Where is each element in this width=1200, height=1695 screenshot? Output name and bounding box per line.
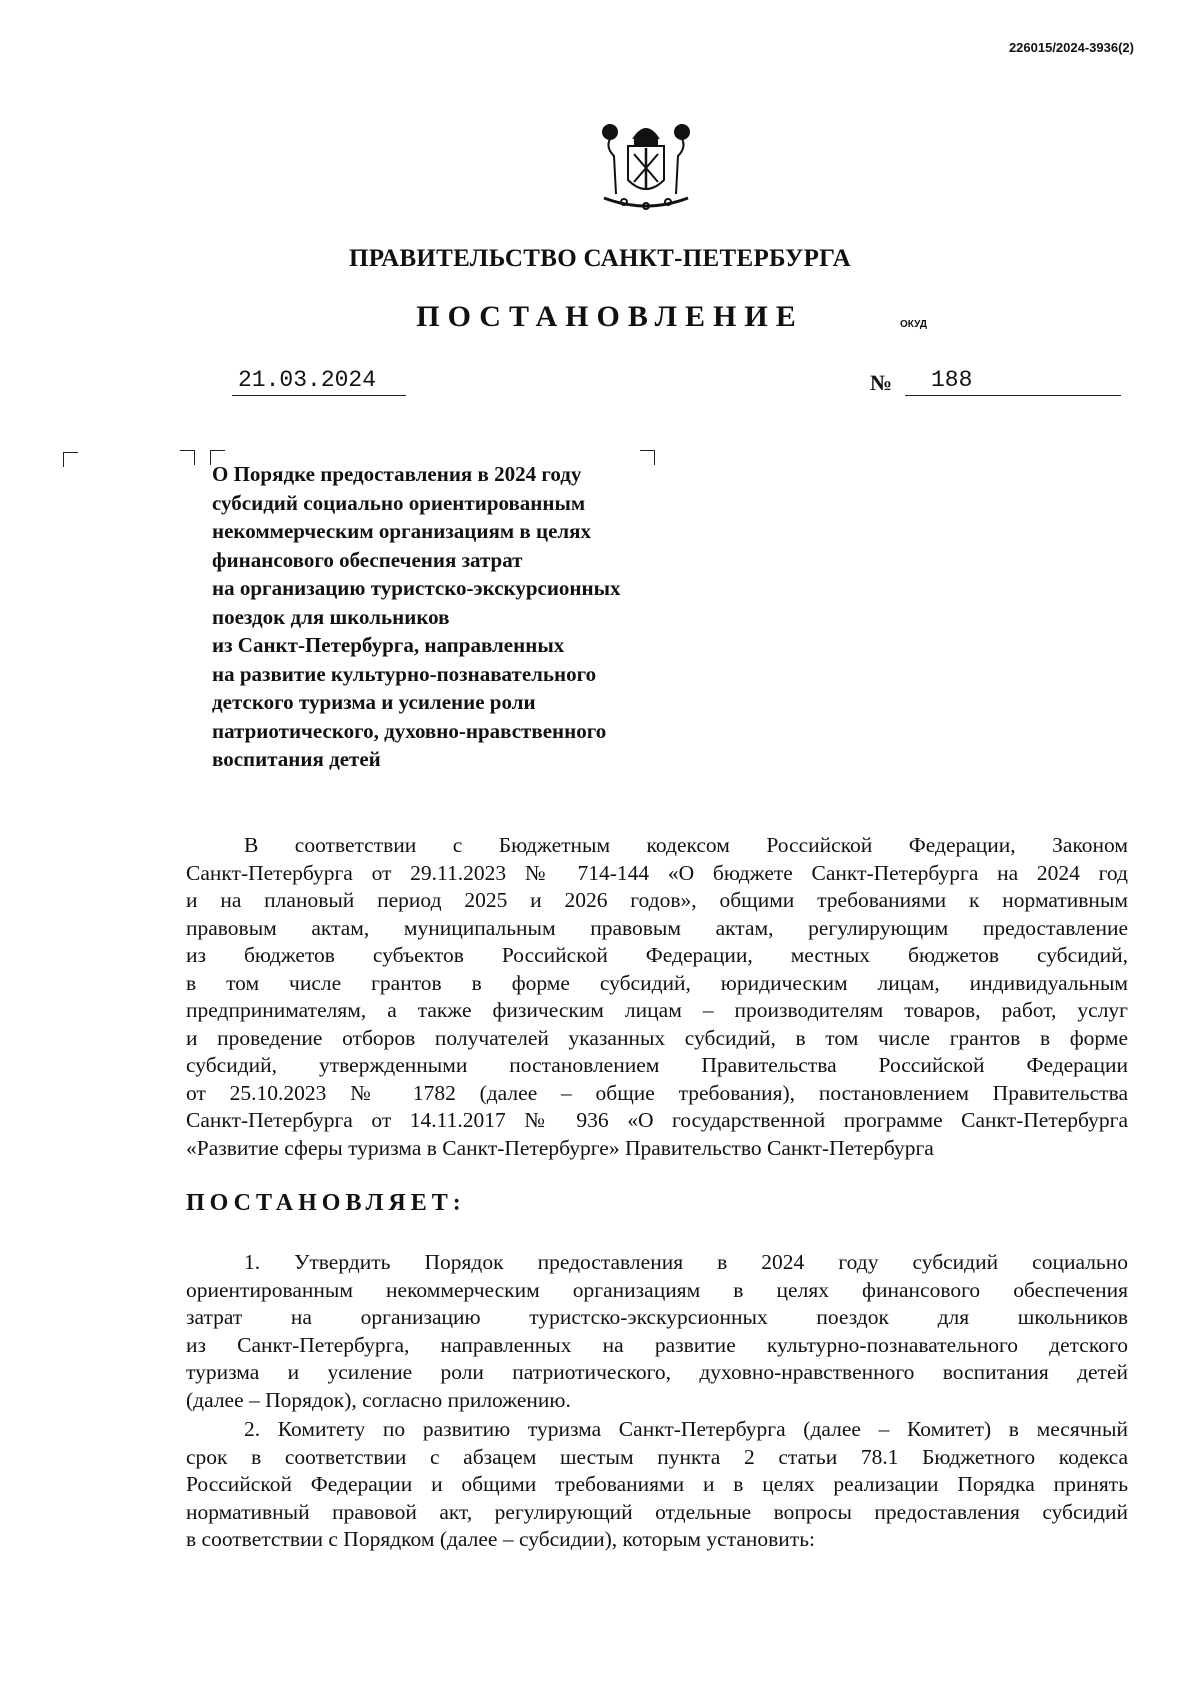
paragraph-line: предпринимателям, а также физическим лицам – производителям товаров, работ, услуг [186, 998, 1128, 1022]
paragraph-line: 2. Комитету по развитию туризма Санкт-Петербурга (далее – Комитет) в месячный [244, 1417, 1128, 1441]
paragraph-line: срок в соответствии с абзацем шестым пункта 2 статьи 78.1 Бюджетного кодекса [186, 1444, 1128, 1469]
subject-line: детского туризма и усиление роли [212, 690, 536, 714]
subject-line: О Порядке предоставления в 2024 году [212, 462, 582, 486]
paragraph-line: субсидий, утвержденными постановлением Правительства Российской Федерации [186, 1053, 1128, 1077]
paragraph-line: Российской Федерации и общими требованиями и в целях реализации Порядка принять [186, 1472, 1128, 1496]
paragraph-line: и проведение отборов получателей указанных субсидий, в том числе грантов в форме [186, 1025, 1128, 1050]
paragraph-line: в том числе грантов в форме субсидий, юридическим лицам, индивидуальным [186, 970, 1128, 995]
paragraph-line: и на плановый период 2025 и 2026 годов», общими требованиями к нормативным [186, 888, 1128, 912]
paragraph-line: Санкт-Петербурга от 14.11.2017 № 936 «О государственной программе Санкт-Петербурга [186, 1108, 1128, 1132]
saint-petersburg-coat-of-arms-icon [594, 116, 698, 216]
subject-line: некоммерческим организациям в целях [212, 519, 592, 543]
preamble-paragraph [186, 832, 1128, 1162]
resolves-heading: ПОСТАНОВЛЯЕТ: [186, 1190, 466, 1216]
decree-number: 188 [905, 367, 1121, 396]
paragraph-line: туризма и усиление роли патриотического, духовно-нравственного воспитания детей [186, 1360, 1128, 1384]
paragraph-line: «Развитие сферы туризма в Санкт-Петербурге» Правительство Санкт-Петербурга [186, 1135, 934, 1160]
paragraph-line: от 25.10.2023 № 1782 (далее – общие требования), постановлением Правительства [186, 1080, 1128, 1105]
decree-date: 21.03.2024 [232, 367, 406, 396]
document-registration-number: 226015/2024-3936(2) [1008, 40, 1134, 55]
paragraph-line: нормативный правовой акт, регулирующий отдельные вопросы предоставления субсидий [186, 1499, 1128, 1524]
corner-mark [180, 450, 195, 465]
subject-line: субсидий социально ориентированным [212, 490, 586, 515]
number-sign: № [870, 370, 893, 395]
subject-line: на организацию туристско-экскурсионных [212, 576, 621, 600]
subject-line: из Санкт-Петербурга, направленных [212, 633, 565, 657]
paragraph-line: из бюджетов субъектов Российской Федерации, местных бюджетов субсидий, [186, 943, 1128, 967]
paragraph-line: ориентированным некоммерческим организациям в целях финансового обеспечения [186, 1277, 1128, 1302]
decree-title: ПОСТАНОВЛЕНИЕ [416, 300, 804, 333]
paragraph-line: затрат на организацию туристско-экскурсионных поездок для школьников [186, 1305, 1128, 1329]
subject-line: на развитие культурно-познавательного [212, 661, 597, 686]
subject-line: воспитания детей [212, 747, 381, 771]
paragraph-line: правовым актам, муниципальным правовым актам, регулирующим предоставление [186, 915, 1128, 940]
okud-label: ОКУД [900, 319, 927, 330]
decree-subject [212, 460, 712, 774]
paragraph-line: в соответствии с Порядком (далее – субсидии), которым установить: [186, 1527, 815, 1551]
subject-line: поездок для школьников [212, 604, 450, 629]
paragraph-line: из Санкт-Петербурга, направленных на развитие культурно-познавательного детского [186, 1332, 1128, 1357]
item-1-paragraph [186, 1249, 1128, 1414]
subject-line: финансового обеспечения затрат [212, 547, 523, 572]
paragraph-line: 1. Утвердить Порядок предоставления в 2024 году субсидий социально [244, 1250, 1128, 1274]
corner-mark [63, 452, 78, 467]
government-title: ПРАВИТЕЛЬСТВО САНКТ-ПЕТЕРБУРГА [348, 245, 852, 272]
paragraph-line: В соответствии с Бюджетным кодексом Российской Федерации, Законом [244, 833, 1128, 857]
subject-line: патриотического, духовно-нравственного [212, 718, 607, 743]
item-2-paragraph [186, 1416, 1128, 1554]
paragraph-line: (далее – Порядок), согласно приложению. [186, 1387, 571, 1412]
paragraph-line: Санкт-Петербурга от 29.11.2023 № 714-144 «О бюджете Санкт-Петербурга на 2024 год [186, 860, 1128, 885]
